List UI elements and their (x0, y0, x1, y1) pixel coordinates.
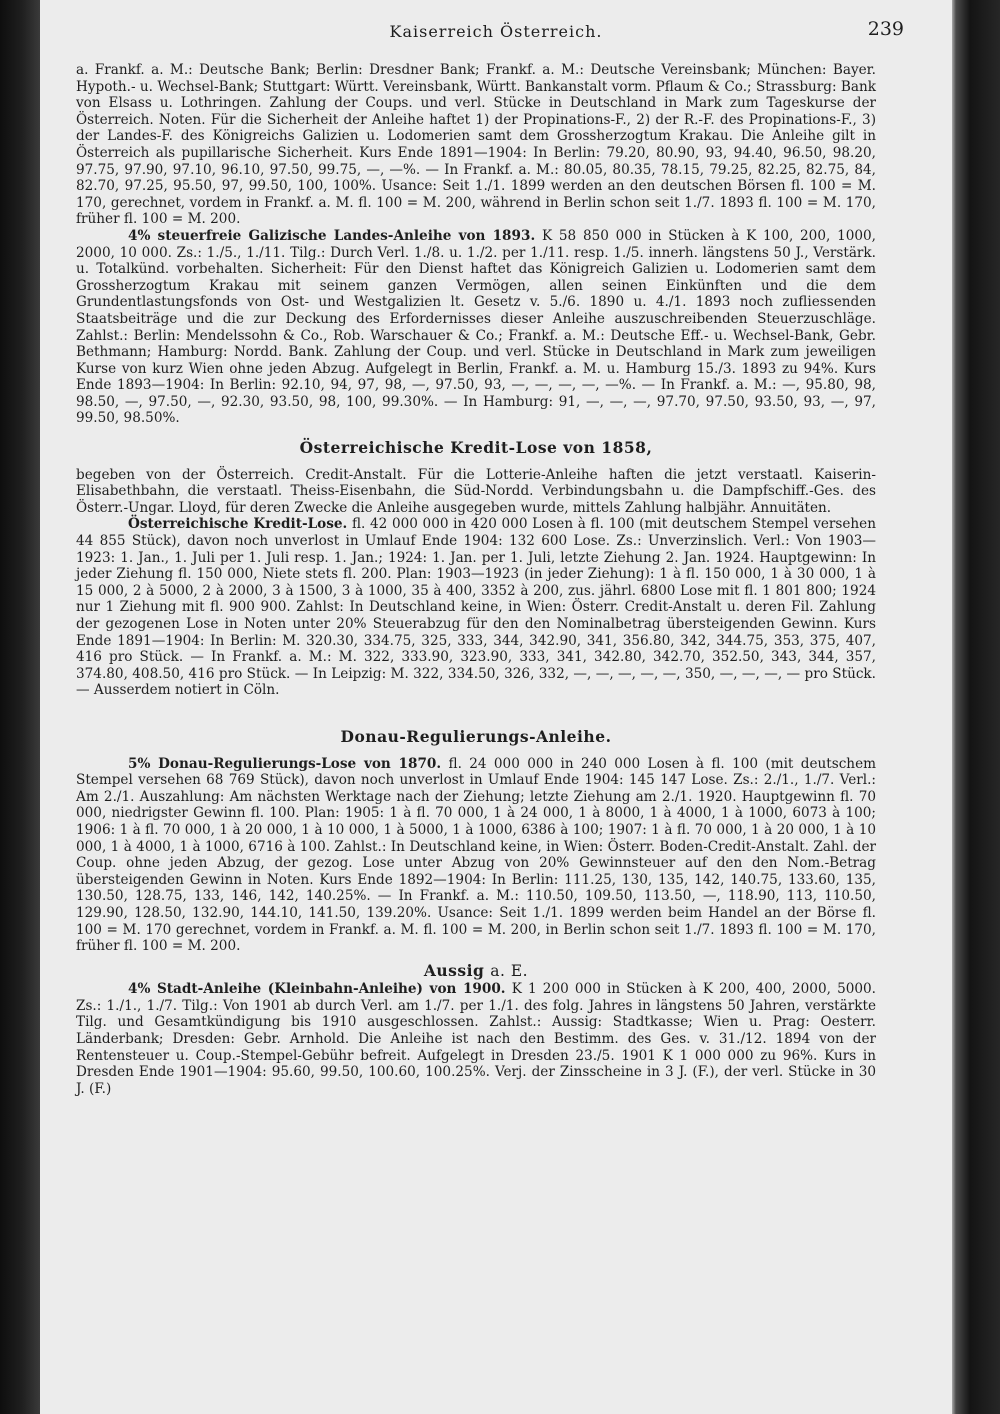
page-header (40, 18, 952, 48)
aussig-heading: 4% Stadt-Anleihe (Kleinbahn-Anleihe) von 1900. (128, 981, 506, 998)
kredit-section-title: Österreichische Kredit-Lose von 1858, (299, 438, 653, 458)
scan-left-edge (0, 0, 40, 1414)
galizien-entry (76, 228, 876, 427)
aussig-entry (76, 981, 876, 1097)
running-title: Kaiserreich Österreich. (389, 22, 603, 41)
donau-entry (76, 756, 876, 955)
continuation-paragraph: a. Frankf. a. M.: Deutsche Bank; Berlin: Dresdner Bank; Frankf. a. M.: Deutsche Vereinsbank; München: Bayer. Hypoth.- u. Wechsel-Bank; Stuttgart: Württ. Vereinsbank, Württ. Bankanstalt vorm. Pflaum & Co.; Strassburg: Bank von Elsass u. Lothringen. Zahlung der Coups. und verl. Stücke in Deutschland in Mark zum Tageskurse der Österreich. Noten. Für die Sicherheit der Anleihe haftet 1) der Propinations-F., 2) der R.-F. des Propinations-F., 3) der Landes-F. des Königreichs Galizien u. Lodomerien samt dem Grossherzogtum Krakau. Die Anleihe gilt in Österreich als pupillarische Sicherheit. Kurs Ende 1891—1904: In Berlin: 79.20, 80.90, 93, 94.40, 96.50, 98.20, 97.75, 97.90, 97.10, 96.10, 97.50, 99.75, —, —%. — In Frankf. a. M.: 80.05, 80.35, 78.15, 79.25, 82.25, 82.75, 84, 82.70, 97.25, 95.50, 97, 99.50, 100, 100%. Usance: Seit 1./1. 1899 werden an den deutschen Börsen fl. 100 = M. 170, gerechnet, vordem in Frankf. a. M. fl. 100 = M. 200, während in Berlin schon seit 1./7. 1893 fl. 100 = M. 170, früher fl. 100 = M. 200. (76, 62, 876, 228)
donau-text: fl. 24 000 000 in 240 000 Losen à fl. 100 (mit deutschem Stempel versehen 68 769 Stück), davon noch unverlost in Umlauf Ende 1904: 145 147 Lose. Zs.: 2./1., 1./7. Verl.: Am 2./1. Auszahlung: Am nächsten Werktage nach der Ziehung; letzte Ziehung am 2./1. 1920. Hauptgewinn fl. 70 000, niedrigster Gewinn fl. 100. Plan: 1905: 1 à fl. 70 000, 1 à 24 000, 1 à 8000, 1 à 4000, 1 à 1000, 6073 à 100; 1906: 1 à fl. 70 000, 1 à 20 000, 1 à 10 000, 1 à 5000, 1 à 1000, 6386 à 100; 1907: 1 à fl. 70 000, 1 à 20 000, 1 à 10 000, 1 à 4000, 1 à 1000, 6716 à 100. Zahlst.: In Deutschland keine, in Wien: Österr. Boden-Credit-Anstalt. Zahl. der Coup. ohne jeden Abzug, der gezog. Lose unter Abzug von 20% Gewinnsteuer auf den den Nom.-Betrag übersteigenden Gewinn in Noten. Kurs Ende 1892—1904: In Berlin: 111.25, 130, 135, 142, 140.75, 133.60, 135, 130.50, 128.75, 133, 146, 142, 140.25%. — In Frankf. a. M.: 110.50, 109.50, 113.50, —, 118.90, 113, 110.50, 129.90, 128.50, 132.90, 144.10, 141.50, 139.20%. Usance: Seit 1./1. 1899 werden beim Handel an der Börse fl. 100 = M. 170 gerechnet, vordem in Frankf. a. M. fl. 100 = M. 200, in Berlin schon seit 1./7. 1893 fl. 100 = M. 170, früher fl. 100 = M. 200. (76, 755, 876, 955)
galizien-text: K 58 850 000 in Stücken à K 100, 200, 1000, 2000, 10 000. Zs.: 1./5., 1./11. Tilg.: Durch Verl. 1./8. u. 1./2. per 1./11. resp. 1./5. innerh. längstens 50 J., Verstärk. u. Totalkünd. vorbehalten. Sicherheit: Für den Dienst haftet das Königreich Galizien u. Lodomerien samt dem Grossherzogtum Krakau mit seinem ganzen Vermögen, allen seinen Einkünften und die dem Grundentlastungsfonds von Ost- und Westgalizien lt. Gesetz v. 5./6. 1890 u. 4./1. 1893 noch zufliessenden Staatsbeiträge und die zur Deckung des Erfordernisses dieser Anleihe auszuschreibenden Steuerzuschläge. Zahlst.: Berlin: Mendelssohn & Co., Rob. Warschauer & Co.; Frankf. a. M.: Deutsche Eff.- u. Wechsel-Bank, Gebr. Bethmann; Hamburg: Nordd. Bank. Zahlung der Coup. und verl. Stücke in Deutschland in Mark zum jeweiligen Kurse von kurz Wien ohne jeden Abzug. Aufgelegt in Berlin, Frankf. a. M. u. Hamburg 15./3. 1893 zu 94%. Kurs Ende 1893—1904: In Berlin: 92.10, 94, 97, 98, —, 97.50, 93, —, —, —, —, —%. — In Frankf. a. M.: —, 95.80, 98, 98.50, —, 97.50, —, 92.30, 93.50, 98, 100, 99.30%. — In Hamburg: 91, —, —, —, 97.70, 97.50, 93.50, 93, —, 97, 99.50, 98.50%. (76, 227, 876, 427)
kredit-text: fl. 42 000 000 in 420 000 Losen à fl. 100 (mit deutschem Stempel versehen 44 855 Stück), davon noch unverlost in Umlauf Ende 1904: 132 600 Lose. Zs.: Unverzinslich. Verl.: Von 1903—1923: 1. Jan., 1. Juli per 1. Juli resp. 1. Jan.; 1924: 1. Jan. per 1. Juli, letzte Ziehung 2. Jan. 1924. Hauptgewinn: In jeder Ziehung fl. 150 000, Niete stets fl. 200. Plan: 1903—1923 (in jeder Ziehung): 1 à fl. 150 000, 1 à 30 000, 1 à 15 000, 2 à 5000, 2 à 2000, 3 à 1500, 3 à 1000, 35 à 400, 3352 à 200, zus. jährl. 6800 Lose mit fl. 1 801 800; 1924 nur 1 Ziehung mit fl. 900 900. Zahlst: In Deutschland keine, in Wien: Österr. Credit-Anstalt u. deren Fil. Zahlung der gezogenen Lose in Noten unter 20% Steuerabzug für den den Nominalbetrag übersteigenden Gewinn. Kurs Ende 1891—1904: In Berlin: M. 320.30, 334.75, 325, 333, 344, 342.90, 341, 356.80, 342, 344.75, 353, 375, 407, 416 pro Stück. — In Frankf. a. M.: M. 322, 333.90, 323.90, 333, 341, 342.80, 342.70, 352.50, 343, 344, 357, 374.80, 408.50, 416 pro Stück. — In Leipzig: M. 322, 334.50, 326, 332, —, —, —, —, —, 350, —, —, —, — pro Stück. — Ausserdem notiert in Cöln. (76, 516, 876, 699)
page-number: 239 (867, 18, 904, 40)
page-body (76, 62, 876, 1097)
kredit-heading: Österreichische Kredit-Lose. (128, 516, 348, 533)
aussig-title: Aussig (423, 960, 485, 980)
aussig-title-suffix: a. E. (490, 961, 529, 980)
donau-section-title: Donau-Regulierungs-Anleihe. (340, 726, 612, 746)
galizien-heading: 4% steuerfreie Galizische Landes-Anleihe von 1893. (128, 227, 536, 244)
kredit-intro: begeben von der Österreich. Credit-Anstalt. Für die Lotterie-Anleihe haften die jetzt verstaatl. Kaiserin-Elisabethbahn, die verstaatl. Theiss-Eisenbahn, die Süd-Nordd. Verbindungsbahn u. die Dampfschiff.-Ges. des Österr.-Ungar. Lloyd, für deren Zwecke die Anleihe ausgegeben wurde, mittels Zahlung halbjähr. Annuitäten. (76, 466, 876, 516)
donau-heading: 5% Donau-Regulierungs-Lose von 1870. (128, 755, 442, 772)
kredit-entry (76, 516, 876, 699)
aussig-text: K 1 200 000 in Stücken à K 200, 400, 2000, 5000. Zs.: 1./1., 1./7. Tilg.: Von 1901 ab durch Verl. am 1./7. per 1./1. des folg. Jahres in längstens 50 Jahren, verstärkte Tilg. und Gesamtkündigung bis 1910 ausgeschlossen. Zahlst.: Aussig: Stadtkasse; Wien u. Prag: Oesterr. Länderbank; Dresden: Gebr. Arnhold. Die Anleihe ist nach den Bestimm. des Ges. v. 31./12. 1894 von der Rentensteuer u. Coup.-Stempel-Gebühr befreit. Aufgelegt in Dresden 23./5. 1901 K 1 000 000 zu 96%. Kurs in Dresden Ende 1901—1904: 95.60, 99.50, 100.60, 100.25%. Verj. der Zinsscheine in 3 J. (F.), der verl. Stücke in 30 J. (F.) (76, 981, 876, 1097)
scan-right-edge (950, 0, 1000, 1414)
book-page (40, 0, 952, 1414)
aussig-section-title (76, 960, 876, 980)
